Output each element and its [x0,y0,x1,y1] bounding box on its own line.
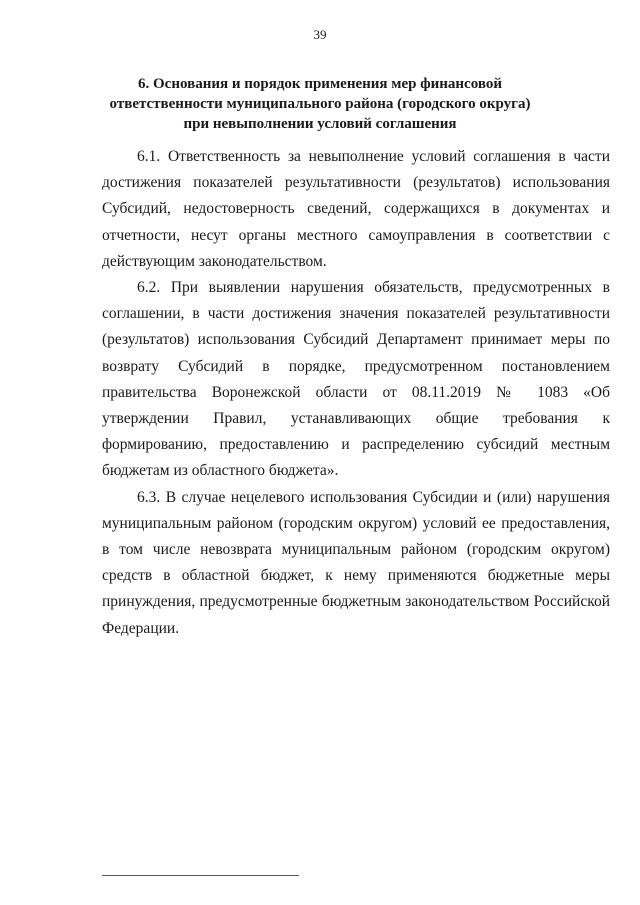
page-number: 39 [313,27,327,42]
section-heading-line-3: при невыполнении условий соглашения [183,116,457,132]
paragraph-6-2: 6.2. При выявлении нарушения обязательств, предусмотренных в соглашении, в части достижения значения показателей результативности (результатов) использования Субсидий Департамент принимает меры по возврату Субсидий в порядке, предусмотренном постановлением правительства Воронежской области от 08.11.2019 № 1083 «Об утверждении Правил, устанавливающих общие требования к формированию, предоставлению и распределению субсидий местным бюджетам из областного бюджета». [102,279,610,480]
section-heading-line-2: ответственности муниципального района (городского округа) [109,96,531,112]
section-body [102,144,610,642]
paragraph-6-3: 6.3. В случае нецелевого использования Субсидии и (или) нарушения муниципальным районом (городским округом) условий ее предоставления, в том числе невозврата муниципальным районом (городским округом) средств в областной бюджет, к нему применяются бюджетные меры принуждения, предусмотренные бюджетным законодательством Российской Федерации. [102,488,610,637]
footnote-separator [102,875,299,876]
paragraph-6-1: 6.1. Ответственность за невыполнение условий соглашения в части достижения показателей результативности (результатов) использования Субсидий, недостоверность сведений, содержащихся в документах и отчетности, несут органы местного самоуправления в соответствии с действующим законодательством. [102,148,610,270]
section-heading [60,74,580,134]
section-heading-line-1: 6. Основания и порядок применения мер финансовой [138,76,502,92]
